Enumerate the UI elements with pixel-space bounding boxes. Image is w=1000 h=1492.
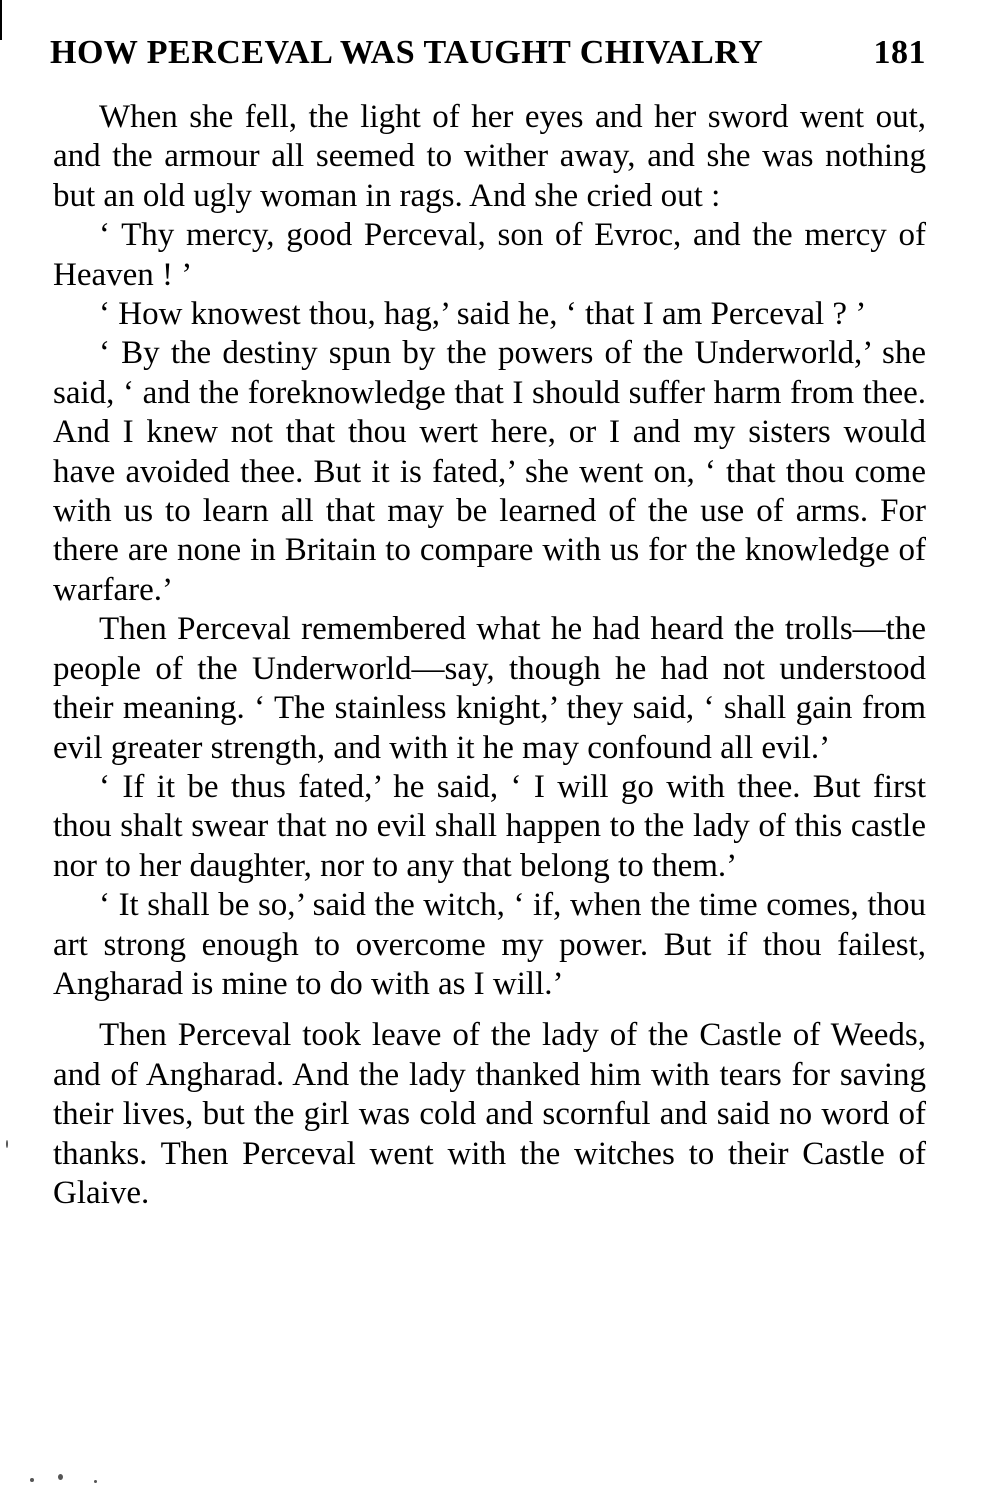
running-head-title: HOW PERCEVAL WAS TAUGHT CHIVALRY xyxy=(50,34,764,71)
paragraph: When she fell, the light of her eyes and her sword went out, and the armour all seemed to wither away, and she was nothing but an old ugly woman in rags. And she cried out : xyxy=(53,99,926,214)
scan-speck xyxy=(30,1478,34,1482)
paragraph: Then Perceval took leave of the lady of the Castle of Weeds, and of Angharad. And the lady thanked him with tears for saving their lives, but the girl was cold and scornful and said no word of thanks. Then Perceval went with the witches to their Castle of Glaive. xyxy=(53,1017,926,1211)
paragraph: ‘ If it be thus fated,’ he said, ‘ I will go with thee. But first thou shalt swear that no evil shall happen to the lady of this castle nor to her daughter, nor to any that belong to them.’ xyxy=(53,768,926,884)
scan-edge-mark xyxy=(0,0,2,40)
paragraph: ‘ By the destiny spun by the powers of the Underworld,’ she said, ‘ and the foreknowledge that I should suffer harm from thee. And I knew not that thou wert here, or I and my sisters would have avoided thee. But it is fated,’ she went on, ‘ that thou come with us to learn all that may be learned of the use of arms. For there are none in Britain to compare with us for the knowledge of warfare.’ xyxy=(53,335,926,608)
page-number: 181 xyxy=(873,34,926,71)
paragraph: ‘ Thy mercy, good Perceval, son of Evroc, and the mercy of Heaven ! ’ xyxy=(53,217,926,293)
scan-speck xyxy=(94,1480,97,1483)
body-text xyxy=(53,98,926,1213)
scan-speck xyxy=(6,1140,8,1148)
scan-speck xyxy=(58,1474,63,1480)
running-head xyxy=(50,34,926,84)
paragraph: Then Perceval remembered what he had heard the trolls—the people of the Underworld—say, though he had not understood their meaning. ‘ The stainless knight,’ they said, ‘ shall gain from evil greater strength, and with it he may confound all evil.’ xyxy=(53,611,926,766)
paragraph: ‘ It shall be so,’ said the witch, ‘ if, when the time comes, thou art strong enough to overcome my power. But if thou failest, Angharad is mine to do with as I will.’ xyxy=(53,887,926,1002)
paragraph: ‘ How knowest thou, hag,’ said he, ‘ that I am Perceval ? ’ xyxy=(99,296,867,333)
